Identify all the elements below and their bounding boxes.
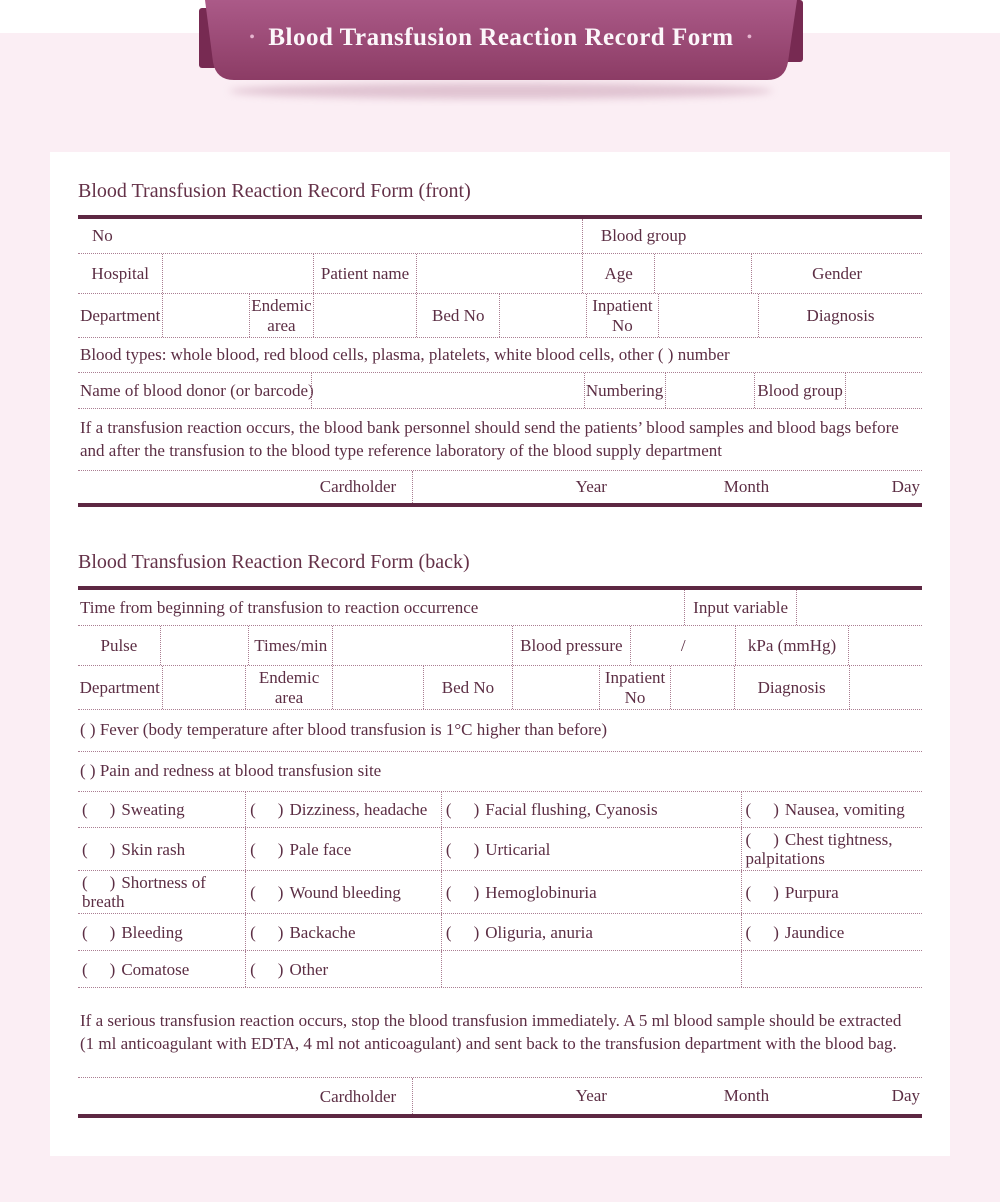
symptom-label: Purpura — [784, 882, 839, 902]
symptom-checkbox-sweating[interactable] — [78, 792, 245, 827]
banner-title — [198, 24, 804, 52]
paren-open: ( — [745, 800, 752, 820]
back-section-title: Blood Transfusion Reaction Record Form (back) — [78, 551, 470, 574]
patient-name-label: Patient name — [313, 254, 417, 293]
paren-close: ) — [109, 922, 116, 942]
front-row-note — [78, 409, 922, 471]
paren-close: ) — [109, 800, 116, 820]
back-bed-no-value-cell[interactable] — [512, 666, 599, 709]
symptom-checkbox-backache[interactable] — [245, 914, 441, 950]
back-department-label: Department — [79, 677, 160, 697]
front-signature-row — [78, 471, 922, 503]
paren-open: ( — [445, 800, 452, 820]
paren-open: ( — [82, 839, 88, 859]
section-spacer — [78, 507, 922, 549]
hospital-label: Hospital — [91, 263, 149, 283]
form-card — [50, 152, 950, 1156]
symptom-label: Nausea, vomiting — [784, 800, 905, 820]
donor-name-label: Name of blood donor (or barcode) — [80, 380, 314, 400]
paren-close: ) — [277, 882, 284, 902]
symptom-label: Sweating — [121, 800, 185, 820]
paren-close: ) — [773, 882, 779, 902]
ribbon-shape — [198, 0, 804, 106]
front-note-text: If a transfusion reaction occurs, the blood bank personnel should send the patients’ blood samples and blood bags before and after the transfusion to the blood type reference laboratory of the blood supply department — [80, 418, 899, 460]
year-label: Year — [575, 477, 607, 497]
paren-close: ) — [277, 839, 284, 859]
endemic-area-value-cell[interactable] — [313, 294, 417, 337]
cardholder-label: Cardholder — [319, 477, 397, 497]
diagnosis-label: Diagnosis — [806, 305, 875, 325]
gender-field[interactable] — [751, 254, 921, 293]
symptom-checkbox-facial-flushing[interactable] — [441, 792, 741, 827]
back-cardholder-cell[interactable] — [78, 1078, 412, 1114]
blood-types-field[interactable]: Blood types: whole blood, red blood cells, plasma, platelets, white blood cells, other ( ) number — [80, 344, 730, 364]
symptom-checkbox-wound-bleeding[interactable] — [245, 871, 441, 913]
diagnosis-field[interactable] — [758, 294, 922, 337]
ribbon-shadow — [229, 83, 773, 99]
symptom-checkbox-other[interactable] — [245, 951, 441, 987]
banner-title-text: Blood Transfusion Reaction Record Form — [268, 24, 734, 51]
paren-open: ( — [250, 959, 256, 979]
back-row-note — [78, 988, 922, 1078]
bed-no-label: Bed No — [416, 294, 499, 337]
back-row-department — [78, 666, 922, 710]
paren-close: ) — [473, 882, 480, 902]
year-label: Year — [575, 1086, 607, 1106]
fever-checkbox-line[interactable]: ( ) Fever (body temperature after blood transfusion is 1°C higher than before) — [80, 720, 608, 740]
paren-close: ) — [109, 959, 116, 979]
front-date-cell[interactable] — [412, 471, 922, 503]
symptom-checkbox-shortness-of-breath[interactable] — [78, 871, 245, 913]
paren-open: ( — [82, 959, 88, 979]
back-department-value-cell[interactable] — [162, 666, 246, 709]
symptom-grid-row-1 — [78, 792, 922, 828]
symptom-grid-row-4 — [78, 914, 922, 951]
symptom-checkbox-dizziness[interactable] — [245, 792, 441, 827]
symptom-grid-row-3 — [78, 871, 922, 914]
patient-name-value-cell[interactable] — [416, 254, 581, 293]
input-variable-value-cell[interactable] — [796, 590, 922, 625]
numbering-label: Numbering — [584, 373, 665, 408]
paren-close: ) — [473, 922, 480, 942]
ribbon-banner — [198, 0, 804, 106]
front-section-title: Blood Transfusion Reaction Record Form (front) — [78, 180, 471, 202]
symptom-label: Facial flushing, Cyanosis — [485, 800, 658, 820]
symptom-checkbox-jaundice[interactable] — [741, 914, 922, 950]
paren-open: ( — [445, 922, 452, 942]
back-endemic-area-value-cell[interactable] — [332, 666, 423, 709]
no-label: No — [92, 226, 113, 246]
paren-close: ) — [109, 839, 116, 859]
inpatient-no-value-cell[interactable] — [658, 294, 758, 337]
symptom-label: Other — [289, 959, 329, 979]
symptom-label: Urticarial — [485, 839, 551, 859]
bullet-right-icon: • — [746, 29, 753, 46]
department-label: Department — [80, 305, 161, 325]
pulse-value-cell[interactable] — [160, 626, 249, 665]
paren-close: ) — [773, 800, 779, 820]
symptom-label: Comatose — [121, 959, 190, 979]
back-bed-no-label: Bed No — [423, 666, 512, 709]
front-cardholder-cell[interactable] — [78, 471, 412, 503]
back-inpatient-no-label: Inpatient No — [599, 666, 671, 709]
symptom-label: Shortness of breath — [82, 873, 206, 912]
symptom-label: Oliguria, anuria — [485, 922, 593, 942]
symptom-label: Chest tightness, palpitations — [745, 830, 893, 869]
symptom-label: Skin rash — [121, 839, 186, 859]
symptom-cell-empty — [741, 951, 922, 987]
paren-open: ( — [250, 922, 256, 942]
paren-open: ( — [745, 882, 752, 902]
gender-label: Gender — [812, 263, 863, 283]
front-row-blood-types — [78, 338, 922, 373]
time-from-label: Time from beginning of transfusion to reaction occurrence — [80, 597, 479, 617]
paren-open: ( — [250, 839, 256, 859]
age-value-cell[interactable] — [654, 254, 751, 293]
front-row-no — [78, 219, 922, 254]
paren-close: ) — [277, 922, 284, 942]
front-row-hospital — [78, 254, 922, 294]
back-signature-row — [78, 1078, 922, 1114]
symptom-label: Hemoglobinuria — [485, 882, 597, 902]
cardholder-label: Cardholder — [319, 1086, 397, 1106]
symptom-checkbox-nausea[interactable] — [741, 792, 922, 827]
back-inpatient-no-value-cell[interactable] — [670, 666, 733, 709]
back-diagnosis-value-cell[interactable] — [849, 666, 922, 709]
back-endemic-area-label: Endemic area — [245, 666, 332, 709]
symptom-checkbox-chest-tightness[interactable] — [741, 828, 922, 870]
front-row-donor — [78, 373, 922, 409]
kpa-label: kPa (mmHg) — [735, 626, 847, 665]
symptom-checkbox-purpura[interactable] — [741, 871, 922, 913]
symptom-label: Dizziness, headache — [289, 800, 428, 820]
paren-close: ) — [773, 922, 779, 942]
symptom-label: Jaundice — [784, 922, 845, 942]
blood-pressure-value-cell[interactable]: / — [630, 626, 736, 665]
back-row-pulse — [78, 626, 922, 666]
month-label: Month — [723, 1086, 770, 1106]
back-note-text: If a serious transfusion reaction occurs, stop the blood transfusion immediately. A 5 ml blood sample should be extracted (1 ml anticoagulant with EDTA, 4 ml not anticoagulant) and sent back to the transfusion department with the blood bag. — [80, 1011, 902, 1053]
paren-close: ) — [277, 800, 284, 820]
no-field[interactable] — [78, 219, 582, 253]
bullet-left-icon: • — [249, 29, 256, 46]
blood-pressure-label: Blood pressure — [512, 626, 630, 665]
donor-name-value-cell[interactable] — [311, 373, 584, 408]
back-row-fever — [78, 710, 922, 752]
paren-open: ( — [445, 882, 452, 902]
blood-group-label: Blood group — [600, 226, 687, 246]
symptom-checkbox-comatose[interactable] — [78, 951, 245, 987]
symptom-grid-row-5 — [78, 951, 922, 988]
numbering-value-cell[interactable] — [665, 373, 754, 408]
symptom-checkbox-urticarial[interactable] — [441, 828, 741, 870]
symptom-label: Wound bleeding — [289, 882, 401, 902]
donor-blood-group-value-cell[interactable] — [845, 373, 922, 408]
pain-checkbox-line[interactable]: ( ) Pain and redness at blood transfusion site — [80, 761, 382, 781]
age-label: Age — [582, 254, 655, 293]
times-min-label: Times/min — [248, 626, 332, 665]
paren-open: ( — [745, 830, 752, 850]
paren-close: ) — [109, 873, 116, 893]
paren-open: ( — [82, 800, 88, 820]
endemic-area-label: Endemic area — [249, 294, 312, 337]
blood-group-field[interactable] — [582, 219, 922, 253]
paren-open: ( — [745, 922, 752, 942]
donor-blood-group-label: Blood group — [754, 373, 845, 408]
symptom-label: Pale face — [289, 839, 352, 859]
symptom-checkbox-bleeding[interactable] — [78, 914, 245, 950]
symptom-checkbox-oliguria[interactable] — [441, 914, 741, 950]
paren-open: ( — [445, 839, 452, 859]
symptom-label: Backache — [289, 922, 356, 942]
front-row-department — [78, 294, 922, 338]
paren-close: ) — [473, 839, 480, 859]
pulse-label: Pulse — [100, 635, 138, 655]
symptom-checkbox-skin-rash[interactable] — [78, 828, 245, 870]
symptom-checkbox-hemoglobinuria[interactable] — [441, 871, 741, 913]
paren-open: ( — [250, 800, 256, 820]
paren-close: ) — [473, 800, 480, 820]
front-table — [78, 215, 922, 507]
symptom-label: Bleeding — [121, 922, 183, 942]
back-row-time — [78, 590, 922, 626]
bed-no-value-cell[interactable] — [499, 294, 586, 337]
day-label: Day — [891, 477, 920, 497]
symptom-checkbox-pale-face[interactable] — [245, 828, 441, 870]
input-variable-label: Input variable — [684, 590, 796, 625]
symptom-cell-empty — [441, 951, 741, 987]
department-value-cell[interactable] — [162, 294, 249, 337]
hospital-value-cell[interactable] — [162, 254, 312, 293]
paren-close: ) — [277, 959, 284, 979]
back-diagnosis-label: Diagnosis — [734, 666, 849, 709]
paren-close: ) — [773, 830, 779, 850]
inpatient-no-label: Inpatient No — [586, 294, 658, 337]
kpa-value-cell[interactable] — [848, 626, 921, 665]
times-min-value-cell[interactable] — [332, 626, 512, 665]
paren-open: ( — [250, 882, 256, 902]
paren-open: ( — [82, 922, 88, 942]
day-label: Day — [891, 1086, 920, 1106]
back-row-pain — [78, 752, 922, 792]
paren-open: ( — [82, 873, 88, 893]
month-label: Month — [723, 477, 770, 497]
back-date-cell[interactable] — [412, 1078, 922, 1114]
back-table — [78, 586, 922, 1118]
symptom-grid-row-2 — [78, 828, 922, 871]
